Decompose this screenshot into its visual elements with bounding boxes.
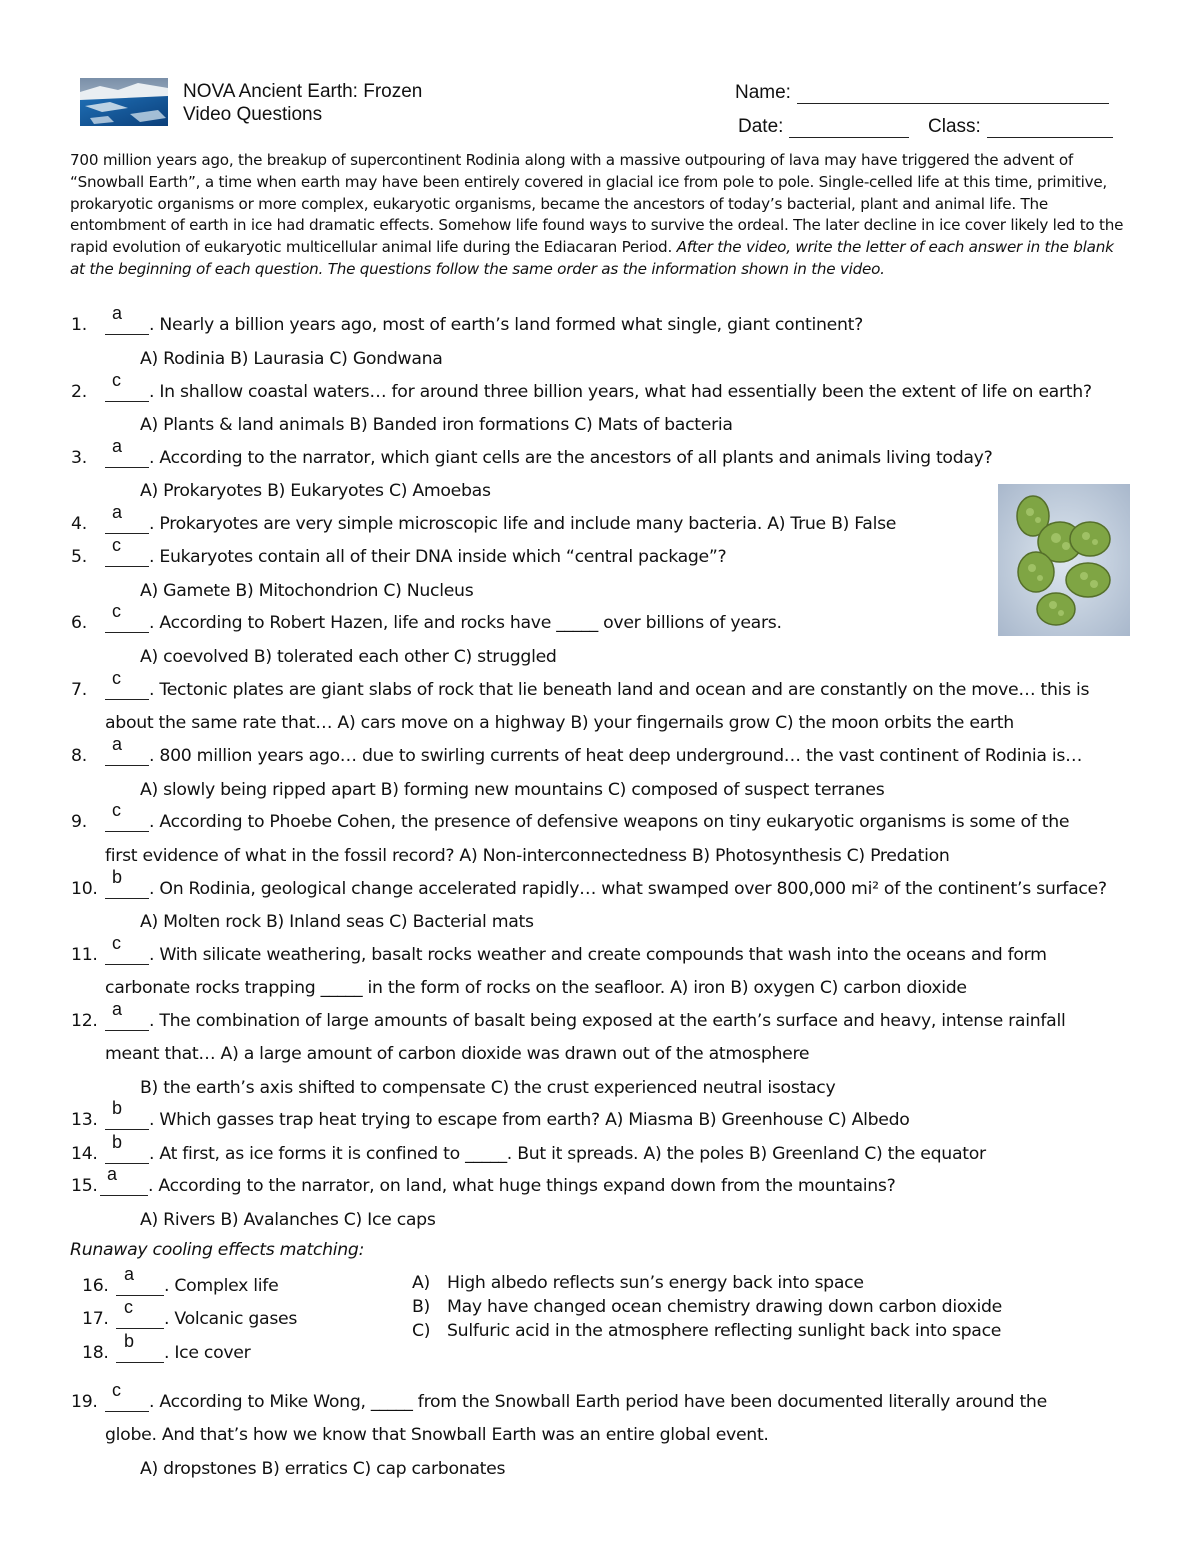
title-line-1: NOVA Ancient Earth: Frozen [183, 81, 423, 102]
name-field [735, 82, 1109, 104]
question-text: . According to Mike Wong, _____ from the Snowball Earth period have been documented literally around the [149, 1392, 1047, 1412]
matching-option-text: May have changed ocean chemistry drawing down carbon dioxide [447, 1297, 1003, 1317]
handwritten-answer: a [112, 999, 122, 1019]
question-row [0, 1164, 1200, 1202]
handwritten-answer: a [124, 1264, 134, 1284]
question-row [0, 668, 1200, 706]
answer-options-text: A) slowly being ripped apart B) forming new mountains C) composed of suspect terranes [140, 780, 885, 800]
matching-item-text: . Volcanic gases [164, 1309, 298, 1329]
answer-options-text: A) dropstones B) erratics C) cap carbonates [140, 1459, 506, 1479]
matching-option-text: Sulfuric acid in the atmosphere reflecting sunlight back into space [447, 1321, 1002, 1341]
answer-options-text: A) Prokaryotes B) Eukaryotes C) Amoebas [140, 481, 491, 501]
answer-options-text: B) the earth’s axis shifted to compensate C) the crust experienced neutral isostacy [140, 1078, 836, 1098]
question-continuation [0, 974, 1200, 1004]
date-label: Date: [738, 116, 784, 137]
matching-item [0, 1331, 400, 1369]
question-text: . At first, as ice forms it is confined to _____. But it spreads. A) the poles B) Greenland C) the equator [149, 1144, 986, 1164]
question-text: . The combination of large amounts of basalt being exposed at the earth’s surface and heavy, intense rainfall [149, 1011, 1066, 1031]
name-label: Name: [735, 82, 791, 103]
question-row [0, 303, 1200, 341]
question-row [0, 370, 1200, 408]
question-number: 7. [71, 680, 87, 700]
question-row [0, 999, 1200, 1037]
intro-text: 700 million years ago, the breakup of supercontinent Rodinia along with a massive outpouring of lava may have triggered the advent of “Snowball Earth”, a time when earth may have been entirely covered in glacial ice from pole to pole. Single-celled life at this time, primitive, prokaryotic organisms or more complex, eukaryotic organisms, became the ancestors of today’s bacterial, plant and animal life. The entombment of earth in ice had dramatic effects. Somehow life found ways to survive the ordeal. The later decline in ice cover likely led to the rapid evolution of eukaryotic multicellular animal life during the Ediacaran Period. [70, 151, 1124, 257]
handwritten-answer: b [112, 867, 122, 887]
question-text: . On Rodinia, geological change accelerated rapidly… what swamped over 800,000 mi² of the continent’s surface? [149, 879, 1107, 899]
answer-options-text: A) Molten rock B) Inland seas C) Bacterial mats [140, 912, 534, 932]
question-number: 4. [71, 514, 87, 534]
answer-options-text: A) coevolved B) tolerated each other C) struggled [140, 647, 557, 667]
question-continuation [0, 1040, 1200, 1070]
handwritten-answer: a [112, 436, 122, 456]
question-number: 11. [71, 945, 98, 965]
question-text: . 800 million years ago… due to swirling currents of heat deep underground… the vast continent of Rodinia is… [149, 746, 1083, 766]
question-text: . According to Robert Hazen, life and rocks have _____ over billions of years. [149, 613, 782, 633]
answer-options-text: A) Plants & land animals B) Banded iron formations C) Mats of bacteria [140, 415, 733, 435]
question-number: 6. [71, 613, 87, 633]
question-text: . According to the narrator, which giant cells are the ancestors of all plants and animals living today? [149, 448, 993, 468]
question-row [0, 601, 1200, 639]
question-text: . Eukaryotes contain all of their DNA inside which “central package”? [149, 547, 727, 567]
question-continuation-text: carbonate rocks trapping _____ in the form of rocks on the seafloor. A) iron B) oxygen C) carbon dioxide [105, 978, 967, 998]
class-field [928, 116, 1113, 138]
answer-options [0, 1206, 1200, 1236]
question-continuation-text: globe. And that’s how we know that Snowball Earth was an entire global event. [105, 1425, 769, 1445]
question-number: 14. [71, 1144, 98, 1164]
question-number: 1. [71, 315, 87, 335]
matching-option [412, 1321, 1001, 1341]
handwritten-answer: a [112, 502, 122, 522]
answer-options [0, 643, 1200, 673]
question-continuation-text: about the same rate that… A) cars move on a highway B) your fingernails grow C) the moon orbits the earth [105, 713, 1014, 733]
question-continuation-text: first evidence of what in the fossil record? A) Non-interconnectedness B) Photosynthesis C) Predation [105, 846, 950, 866]
class-line[interactable] [987, 117, 1113, 138]
matching-item-text: . Ice cover [164, 1343, 251, 1363]
question-number: 5. [71, 547, 87, 567]
handwritten-answer: c [112, 800, 121, 820]
class-label: Class: [928, 116, 981, 137]
question-number: 12. [71, 1011, 98, 1031]
answer-options-text: A) Gamete B) Mitochondrion C) Nucleus [140, 581, 474, 601]
question-text: . Nearly a billion years ago, most of earth’s land formed what single, giant continent? [149, 315, 863, 335]
handwritten-answer: b [112, 1132, 122, 1152]
matching-item [0, 1264, 400, 1302]
handwritten-answer: c [112, 668, 121, 688]
question-number: 15. [71, 1176, 98, 1196]
intro-paragraph [70, 150, 1132, 281]
answer-options-text: A) Rivers B) Avalanches C) Ice caps [140, 1210, 436, 1230]
question-text: . Which gasses trap heat trying to escape from earth? A) Miasma B) Greenhouse C) Albedo [149, 1110, 910, 1130]
handwritten-answer: c [112, 1380, 121, 1400]
question-row [0, 933, 1200, 971]
date-line[interactable] [789, 117, 909, 138]
question-row [0, 1380, 1200, 1418]
handwritten-answer: a [107, 1164, 117, 1184]
question-row [0, 734, 1200, 772]
answer-options [0, 776, 1200, 806]
question-continuation [0, 1421, 1200, 1451]
matching-option-letter: C) [412, 1321, 431, 1341]
question-text: . With silicate weathering, basalt rocks weather and create compounds that wash into the oceans and form [149, 945, 1047, 965]
question-row [0, 436, 1200, 474]
matching-option [412, 1273, 864, 1293]
handwritten-answer: c [112, 370, 121, 390]
question-number: 8. [71, 746, 87, 766]
question-row [0, 867, 1200, 905]
question-number: 13. [71, 1110, 98, 1130]
matching-option-text: High albedo reflects sun’s energy back into space [447, 1273, 864, 1293]
date-field [738, 116, 909, 138]
answer-options [0, 577, 1200, 607]
matching-option-letter: B) [412, 1297, 430, 1317]
question-text: . Prokaryotes are very simple microscopic life and include many bacteria. A) True B) False [149, 514, 897, 534]
question-number: 19. [71, 1392, 98, 1412]
matching-option-letter: A) [412, 1273, 430, 1293]
question-number: 2. [71, 382, 87, 402]
title-line-2: Video Questions [183, 104, 323, 125]
answer-options [0, 345, 1200, 375]
matching-option [412, 1297, 1002, 1317]
name-line[interactable] [797, 83, 1109, 104]
question-row [0, 502, 1200, 540]
handwritten-answer: c [112, 933, 121, 953]
instructions-text: After the video, write the letter of each answer in the blank at the beginning of each question. The questions follow the same order as the information shown in the video. [70, 238, 1114, 278]
answer-options-text: A) Rodinia B) Laurasia C) Gondwana [140, 349, 443, 369]
question-row [0, 800, 1200, 838]
glacier-photo [80, 78, 168, 126]
question-row [0, 1098, 1200, 1136]
question-number: 3. [71, 448, 87, 468]
question-continuation [0, 842, 1200, 872]
handwritten-answer: b [112, 1098, 122, 1118]
answer-options [0, 411, 1200, 441]
matching-number: 18. [82, 1343, 109, 1363]
question-row [0, 535, 1200, 573]
handwritten-answer: b [124, 1331, 134, 1351]
question-continuation-text: meant that… A) a large amount of carbon dioxide was drawn out of the atmosphere [105, 1044, 810, 1064]
answer-options [0, 908, 1200, 938]
question-number: 9. [71, 812, 87, 832]
question-text: . In shallow coastal waters… for around three billion years, what had essentially been the extent of life on earth? [149, 382, 1092, 402]
matching-number: 16. [82, 1276, 109, 1296]
question-text: . Tectonic plates are giant slabs of rock that lie beneath land and ocean and are constantly on the move… this is [149, 680, 1090, 700]
matching-heading: Runaway cooling effects matching: [70, 1240, 365, 1260]
answer-options [0, 1455, 1200, 1485]
matching-item [0, 1297, 400, 1335]
question-number: 10. [71, 879, 98, 899]
handwritten-answer: c [124, 1297, 133, 1317]
question-continuation [0, 709, 1200, 739]
question-text: . According to the narrator, on land, what huge things expand down from the mountains? [148, 1176, 896, 1196]
answer-options [0, 1074, 1200, 1104]
handwritten-answer: c [112, 601, 121, 621]
matching-number: 17. [82, 1309, 109, 1329]
answer-options [0, 477, 1200, 507]
handwritten-answer: a [112, 734, 122, 754]
question-text: . According to Phoebe Cohen, the presence of defensive weapons on tiny eukaryotic organisms is some of the [149, 812, 1070, 832]
question-row [0, 1132, 1200, 1170]
handwritten-answer: a [112, 303, 122, 323]
matching-item-text: . Complex life [164, 1276, 279, 1296]
handwritten-answer: c [112, 535, 121, 555]
worksheet-title [183, 80, 422, 126]
